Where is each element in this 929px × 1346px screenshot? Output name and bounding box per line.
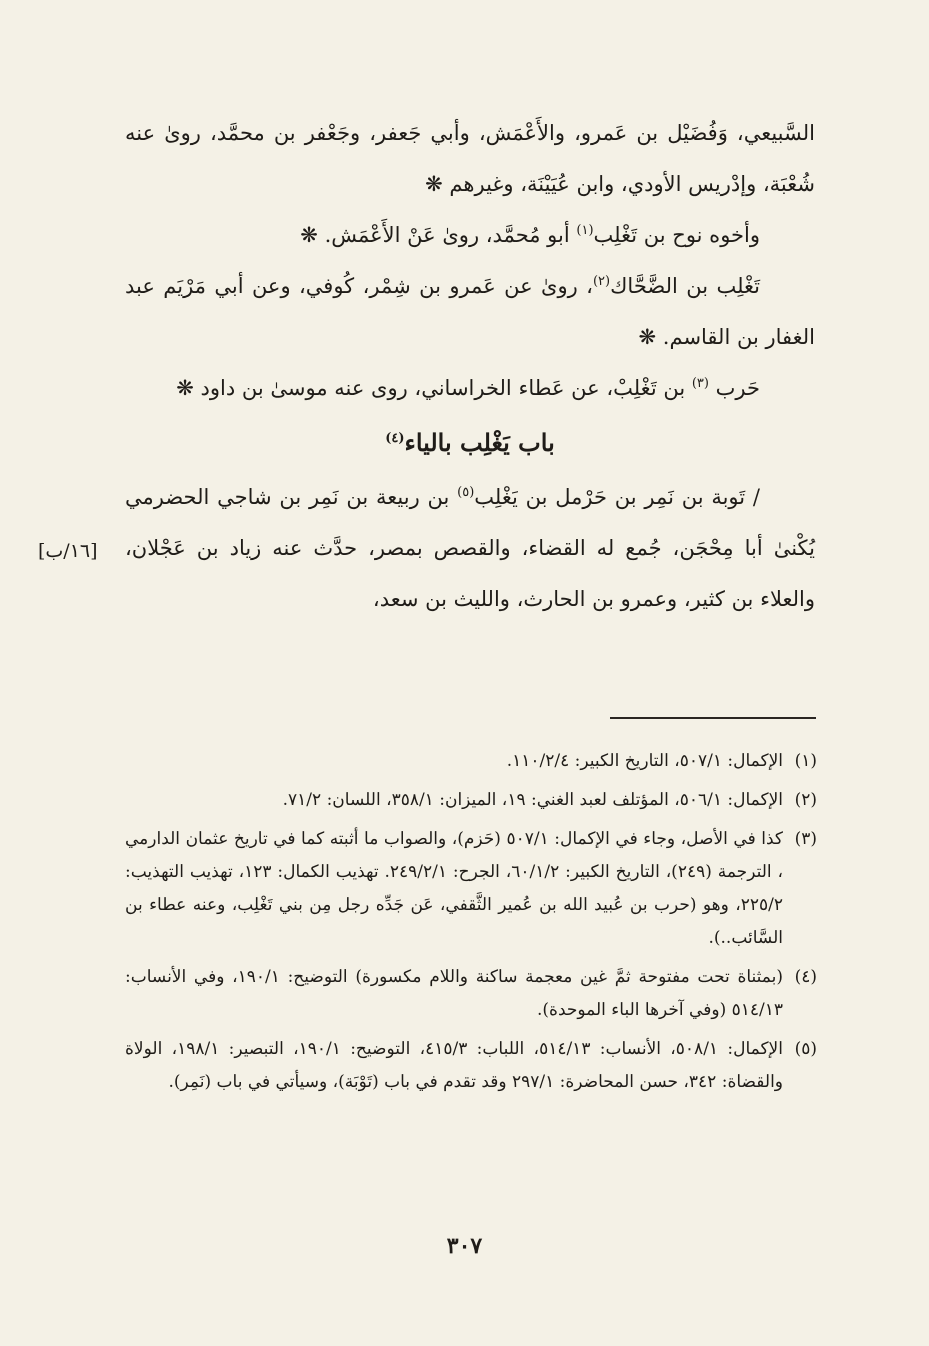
footnote-ref-3[interactable]: (٣) (691, 376, 709, 391)
page-number: ٣٠٧ (446, 1233, 483, 1259)
margin-folio-reference: [١٦/ب] (38, 540, 98, 562)
footnote-number: (٥) (794, 1039, 817, 1059)
footnote-text: الإكمال: ٥٠٨/١، الأنساب: ٥١٤/١٣، اللباب: ٤١٥/٣، التوضيح: ١٩٠/١، التبصير: ١٩٨/١، الولاة والقضاة: ٣٤٢، حسن المحاضرة: ٢٩٧/١ وقد تقدم في باب (تَوْبَة)، وسيأتي في باب (نَمِر). (125, 1039, 783, 1092)
footnote-number: (٢) (794, 790, 817, 810)
footnote-ref-5[interactable]: (٥) (457, 485, 475, 500)
footnote-text: الإكمال: ٥٠٧/١، التاريخ الكبير: ١١٠/٢/٤. (506, 751, 783, 771)
footnote-4 (125, 961, 817, 1027)
paragraph-4-rest: بن تَغْلِبْ، عن عَطاء الخراساني، روى عنه موسىٰ بن داود ❋ (176, 376, 692, 400)
footnote-text: كذا في الأصل، وجاء في الإكمال: ٥٠٧/١ (حَزم)، والصواب ما أثبته كما في تاريخ عثمان الدارمي ، الترجمة (٢٤٩)، التاريخ الكبير: ٦٠/١/٢، الجرح: ٢٤٩/٢/١. تهذيب الكمال: ١٢٣، تهذيب التهذيب: ٢٢٥/٢، وهو (حرب بن عُبيد الله بن عُمير الثَّقفي، عَن جَدِّه رجل مِن بني تَغْلِب، وعنه عطاء بن السَّائب..). (125, 829, 783, 948)
paragraph-4-text: حَرب (708, 376, 760, 400)
paragraph-1-line-2: روىٰ عنه شُعْبَة، وإدْريس الأودي، وابن عُيَيْنَة، وغيرهم ❋ (125, 121, 815, 196)
footnote-3 (125, 823, 817, 955)
paragraph-2 (125, 210, 815, 261)
footnote-1 (125, 745, 817, 778)
paragraph-2-text: وأخوه نوح بن تَغْلِب (593, 223, 760, 247)
footnote-number: (٣) (794, 829, 817, 849)
chapter-heading-text: باب يَغْلِب بالياء (404, 428, 555, 457)
footnote-text: الإكمال: ٥٠٦/١، المؤتلف لعبد الغني: ١٩، الميزان: ٣٥٨/١، اللسان: ٧١/٢. (282, 790, 783, 810)
footnote-number: (١) (794, 751, 817, 771)
paragraph-2-rest: أبو مُحمَّد، روىٰ عَنْ الأَعْمَش. ❋ (300, 223, 577, 247)
paragraph-4 (125, 363, 815, 414)
footnote-text: (بمثناة تحت مفتوحة ثمَّ غين معجمة ساكنة واللام مكسورة) التوضيح: ١٩٠/١، وفي الأنساب: ٥١٤/١٣ (وفي آخرها الباء الموحدة). (125, 967, 783, 1020)
footnote-separator (610, 717, 816, 719)
footnote-ref-4[interactable]: (٤) (385, 431, 405, 446)
paragraph-3-rest: ، روىٰ عن عَمرو بن شِمْر، كُوفي، وعن أبي مَرْيَم عبد الغفار بن القاسم. ❋ (125, 274, 815, 349)
paragraph-5 (125, 472, 815, 625)
footnote-number: (٤) (794, 967, 817, 987)
main-text (125, 108, 815, 625)
footnote-5 (125, 1033, 817, 1099)
footnote-2 (125, 784, 817, 817)
chapter-heading (125, 414, 815, 472)
footnote-ref-2[interactable]: (٢) (592, 274, 611, 289)
paragraph-1 (125, 108, 815, 210)
paragraph-5-rest: بن ربيعة بن نَمِر بن شاجي الحضرمي يُكْنىٰ أبا مِحْجَن، جُمع له القضاء، والقصص بمصر، حدَّث عنه زياد بن عَجْلان، والعلاء بن كثير، وعمرو بن الحارث، والليث بن سعد، (125, 485, 815, 611)
paragraph-5-text: / تَوبة بن نَمِر بن حَرْمل بن يَغْلِب (474, 485, 760, 509)
paragraph-3-text: تَغْلِب بن الضَّحَّاك (610, 274, 761, 298)
footnote-ref-1[interactable]: (١) (576, 223, 594, 238)
paragraph-1-line-1: السَّبيعي، وَفُضَيْل بن عَمرو، والأَعْمَش، وأبي جَعفر، وجَعْفر بن محمَّد، (210, 121, 815, 145)
footnotes (125, 745, 817, 1105)
paragraph-3 (125, 261, 815, 363)
